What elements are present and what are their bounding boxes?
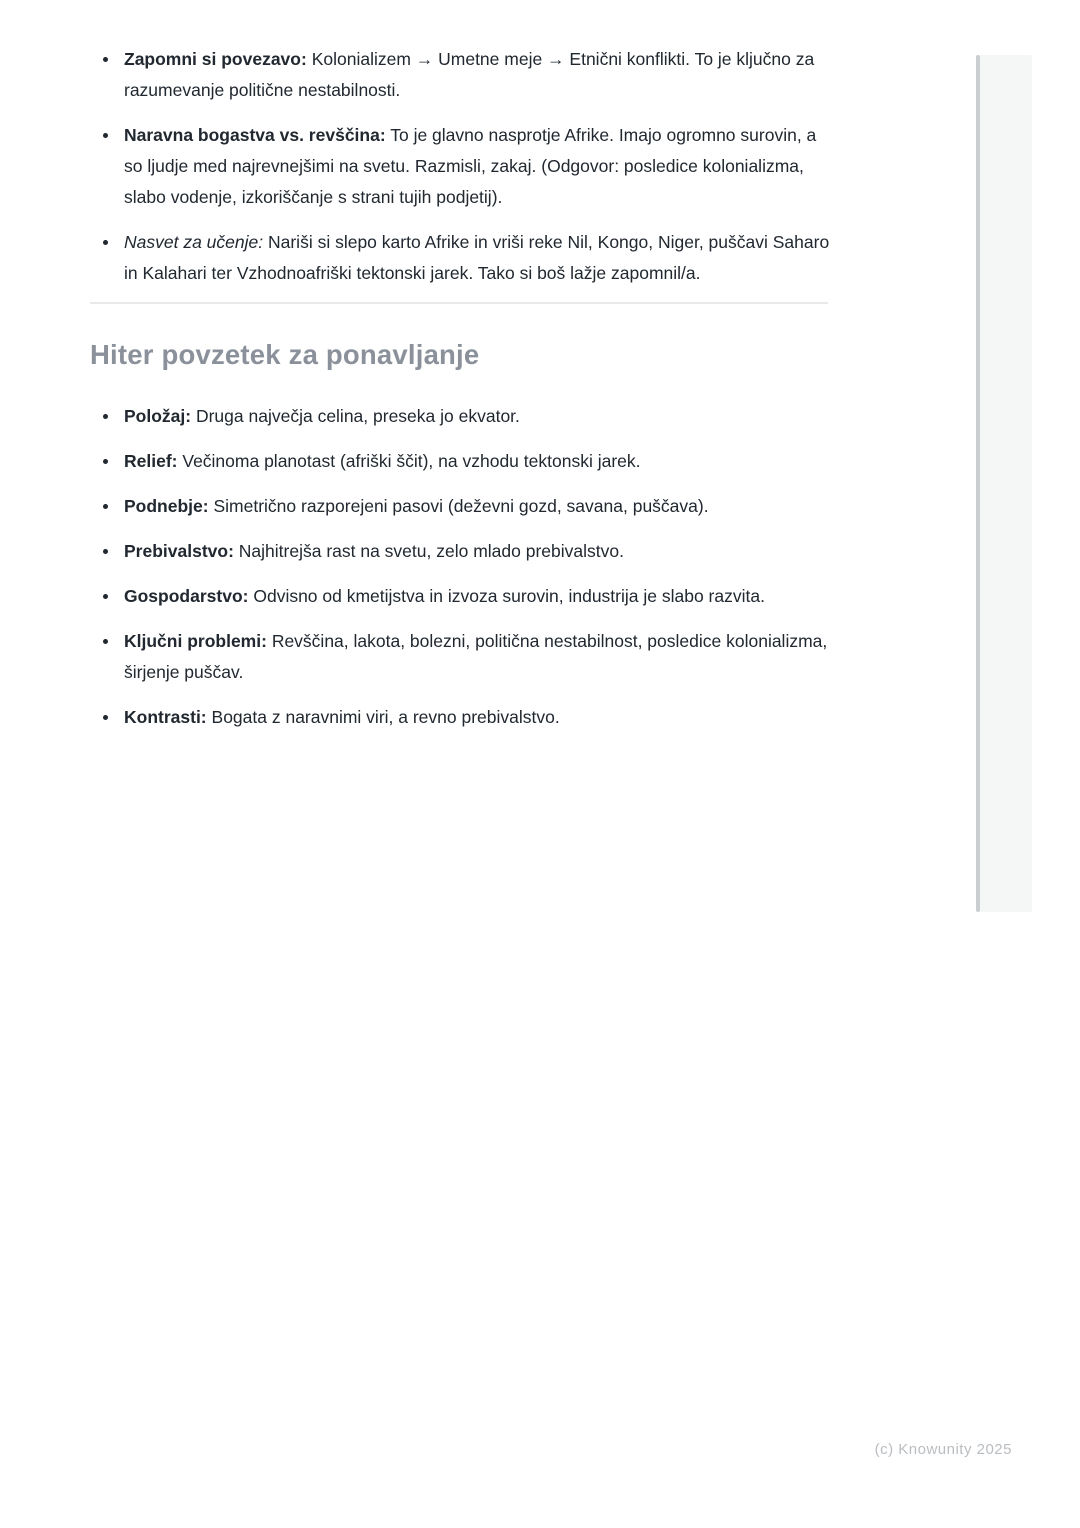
list-item-text: Bogata z naravnimi viri, a revno prebivalstvo.	[211, 707, 560, 727]
section-heading: Hiter povzetek za ponavljanje	[90, 339, 480, 370]
list-item-text: Simetrično razporejeni pasovi (deževni gozd, savana, puščava).	[213, 496, 709, 516]
list-item-text: Nariši si slepo karto Afrike in vriši reke Nil, Kongo, Niger, puščavi Saharo in Kalahari ter Vzhodnoafriški tektonski jarek. Tako si boš lažje zapomnil/a.	[124, 232, 830, 283]
list-item-lead: Podnebje:	[124, 496, 209, 516]
bullet-icon	[103, 414, 108, 419]
list-item	[90, 446, 830, 477]
list-item	[90, 626, 830, 688]
section-divider	[90, 302, 828, 304]
bullet-icon	[103, 459, 108, 464]
list-item-text: Druga največja celina, preseka jo ekvator.	[195, 406, 520, 426]
list-item	[90, 702, 830, 733]
bullet-icon	[103, 504, 108, 509]
list-item-lead: Položaj:	[124, 406, 192, 426]
bullet-icon	[103, 549, 108, 554]
bullet-icon	[103, 240, 108, 245]
list-item-text: Revščina, lakota, bolezni, politična nestabilnost, posledice kolonializma, širjenje puščav.	[124, 631, 828, 682]
document-page	[90, 44, 830, 733]
list-item	[90, 491, 830, 522]
list-item	[90, 44, 830, 106]
summary-list	[90, 401, 830, 733]
list-item-text: Kolonializem → Umetne meje → Etnični konflikti. To je ključno za razumevanje politične nestabilnosti.	[124, 49, 815, 100]
list-item	[90, 536, 830, 567]
list-item-lead: Nasvet za učenje:	[124, 232, 264, 252]
key-points-list	[90, 44, 830, 289]
list-item	[90, 227, 830, 289]
bullet-icon	[103, 57, 108, 62]
list-item-lead: Prebivalstvo:	[124, 541, 234, 561]
list-item-lead: Kontrasti:	[124, 707, 207, 727]
list-item-text: Odvisno od kmetijstva in izvoza surovin, industrija je slabo razvita.	[253, 586, 765, 606]
list-item-text: To je glavno nasprotje Afrike. Imajo ogromno surovin, a so ljudje med najrevnejšimi na svetu. Razmisli, zakaj. (Odgovor: posledice kolonializma, slabo vodenje, izkoriščanje s strani tujih podjetij).	[124, 125, 817, 207]
list-item	[90, 401, 830, 432]
bullet-icon	[103, 715, 108, 720]
list-item-lead: Gospodarstvo:	[124, 586, 249, 606]
bullet-icon	[103, 639, 108, 644]
list-item-lead: Ključni problemi:	[124, 631, 267, 651]
list-item-lead: Zapomni si povezavo:	[124, 49, 307, 69]
list-item	[90, 581, 830, 612]
copyright-text: (c) Knowunity 2025	[874, 1441, 1012, 1458]
list-item-lead: Naravna bogastva vs. revščina:	[124, 125, 386, 145]
list-item	[90, 120, 830, 213]
list-item-text: Večinoma planotast (afriški ščit), na vzhodu tektonski jarek.	[182, 451, 641, 471]
bullet-icon	[103, 133, 108, 138]
scrollbar-track[interactable]	[980, 55, 1032, 912]
list-item-lead: Relief:	[124, 451, 178, 471]
bullet-icon	[103, 594, 108, 599]
list-item-text: Najhitrejša rast na svetu, zelo mlado prebivalstvo.	[238, 541, 624, 561]
